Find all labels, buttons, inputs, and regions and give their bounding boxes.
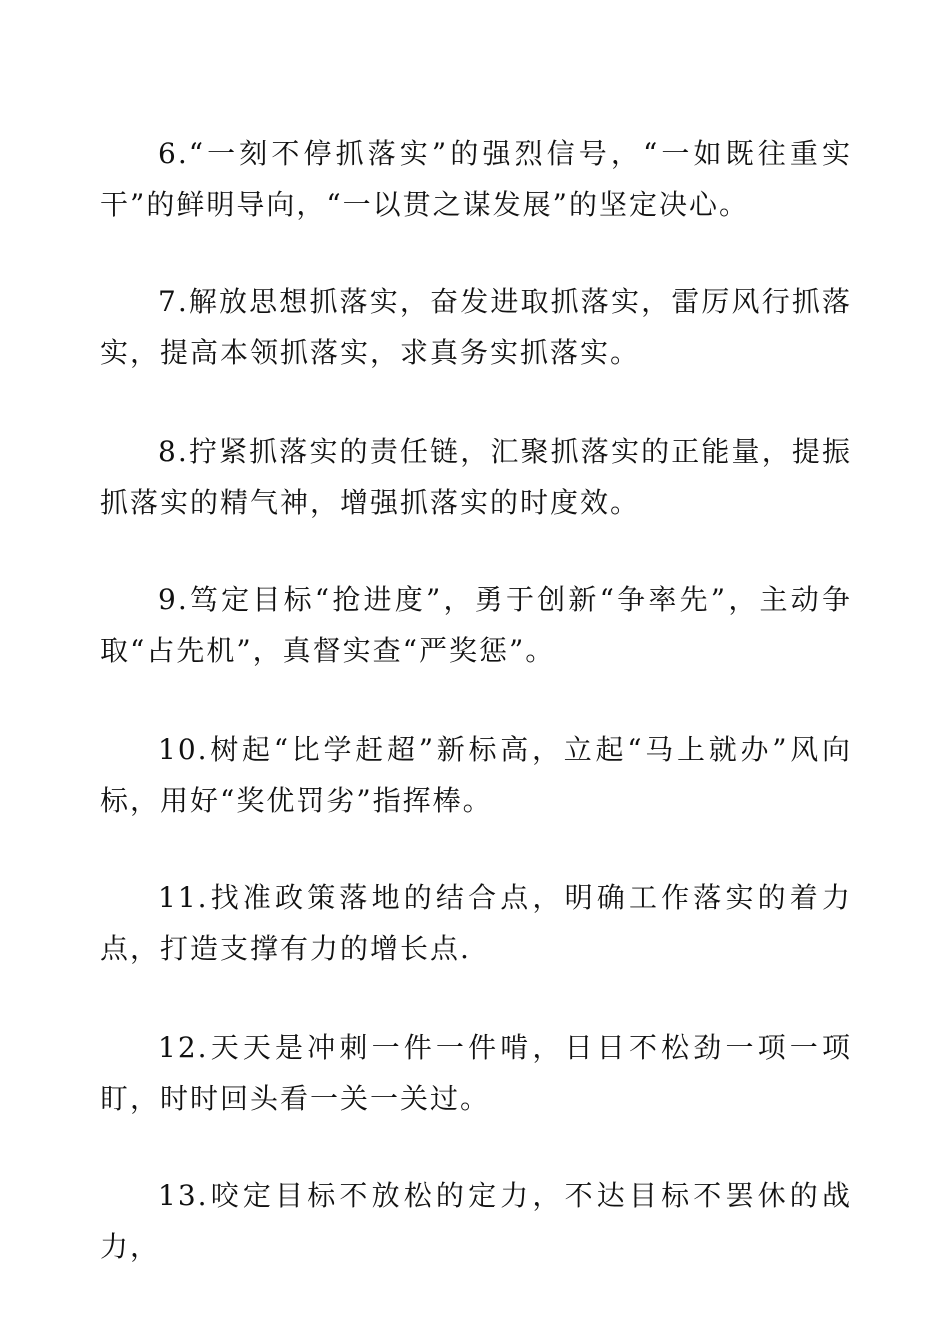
paragraph-7: 7.解放思想抓落实，奋发进取抓落实，雷厉风行抓落实，提高本领抓落实，求真务实抓落实。 — [100, 285, 852, 369]
paragraph-10: 10.树起“比学赶超”新标高，立起“马上就办”风向标，用好“奖优罚劣”指挥棒。 — [100, 733, 852, 817]
paragraph-8: 8.拧紧抓落实的责任链，汇聚抓落实的正能量，提振抓落实的精气神，增强抓落实的时度效。 — [100, 435, 852, 519]
paragraph-12: 12.天天是冲刺一件一件啃，日日不松劲一项一项盯，时时回头看一关一关过。 — [100, 1031, 852, 1115]
paragraph-6: 6.“一刻不停抓落实”的强烈信号，“一如既往重实干”的鲜明导向，“一以贯之谋发展”的坚定决心。 — [100, 137, 852, 221]
paragraph-13: 13.咬定目标不放松的定力，不达目标不罢休的战力， — [100, 1179, 852, 1263]
paragraph-9: 9.笃定目标“抢进度”，勇于创新“争率先”，主动争取“占先机”，真督实查“严奖惩”。 — [100, 583, 852, 667]
paragraph-11: 11.找准政策落地的结合点，明确工作落实的着力点，打造支撑有力的增长点. — [100, 881, 852, 965]
